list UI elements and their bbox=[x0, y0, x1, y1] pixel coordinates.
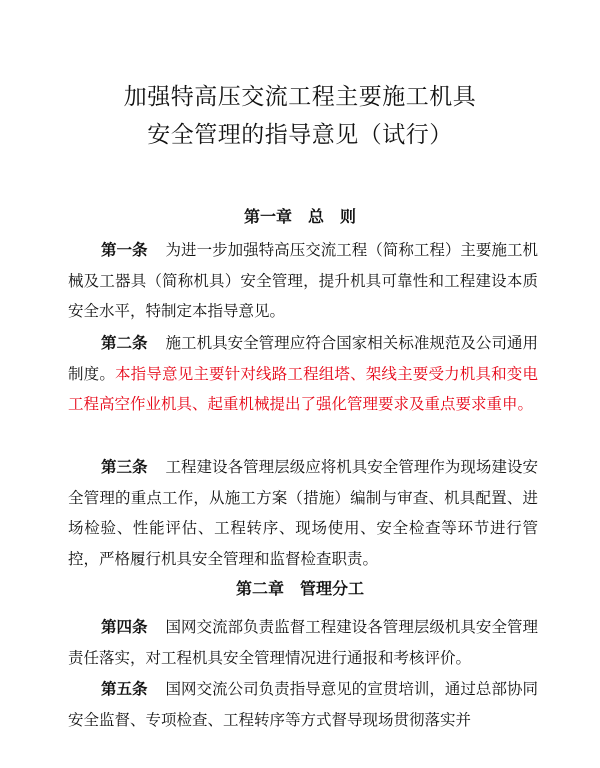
article-number: 第五条 bbox=[101, 680, 148, 698]
chapter-heading: 第一章 总 则 bbox=[243, 207, 356, 226]
article-text: 工程建设各管理层级应将机具安全管理作为现场建设安全管理的重点工作，从施工方案（措施）编制与审查、机具配置、进场检验、性能评估、工程转序、现场使用、安全检查等环节进行管控，严格履行机具安全管理和监督检查职责。 bbox=[68, 458, 538, 568]
article-text: 国网交流部负责监督工程建设各管理层级机具安全管理责任落实，对工程机具安全管理情况进行通报和考核评价。 bbox=[68, 618, 538, 667]
article-number: 第四条 bbox=[101, 618, 148, 636]
article-number: 第二条 bbox=[101, 334, 148, 352]
highlighted-text: 本指导意见主要针对线路工程组塔、架线主要受力机具和变电工程高空作业机具、起重机械提出了强化管理要求及重点要求重申。 bbox=[68, 364, 538, 414]
article-paragraph bbox=[68, 612, 538, 673]
article-paragraph bbox=[68, 235, 538, 327]
article-number: 第三条 bbox=[101, 458, 148, 476]
article-paragraph bbox=[68, 452, 538, 574]
article-text: 国网交流公司负责指导意见的宣贯培训，通过总部协同安全监督、专项检查、工程转序等方式督导现场贯彻落实并 bbox=[68, 680, 538, 729]
article-text: 为进一步加强特高压交流工程（简称工程）主要施工机械及工器具（简称机具）安全管理，提升机具可靠性和工程建设本质安全水平，特制定本指导意见。 bbox=[68, 241, 538, 321]
document-title-line-1: 加强特高压交流工程主要施工机具 bbox=[123, 84, 477, 110]
article-number: 第一条 bbox=[101, 241, 148, 259]
document-title-line-2: 安全管理的指导意见（试行） bbox=[147, 122, 453, 148]
article-paragraph bbox=[68, 674, 538, 735]
article-paragraph bbox=[68, 328, 538, 420]
chapter-heading: 第二章 管理分工 bbox=[235, 579, 364, 598]
article-text: 施工机具安全管理应符合国家相关标准规范及公司通用制度。 bbox=[68, 334, 538, 383]
